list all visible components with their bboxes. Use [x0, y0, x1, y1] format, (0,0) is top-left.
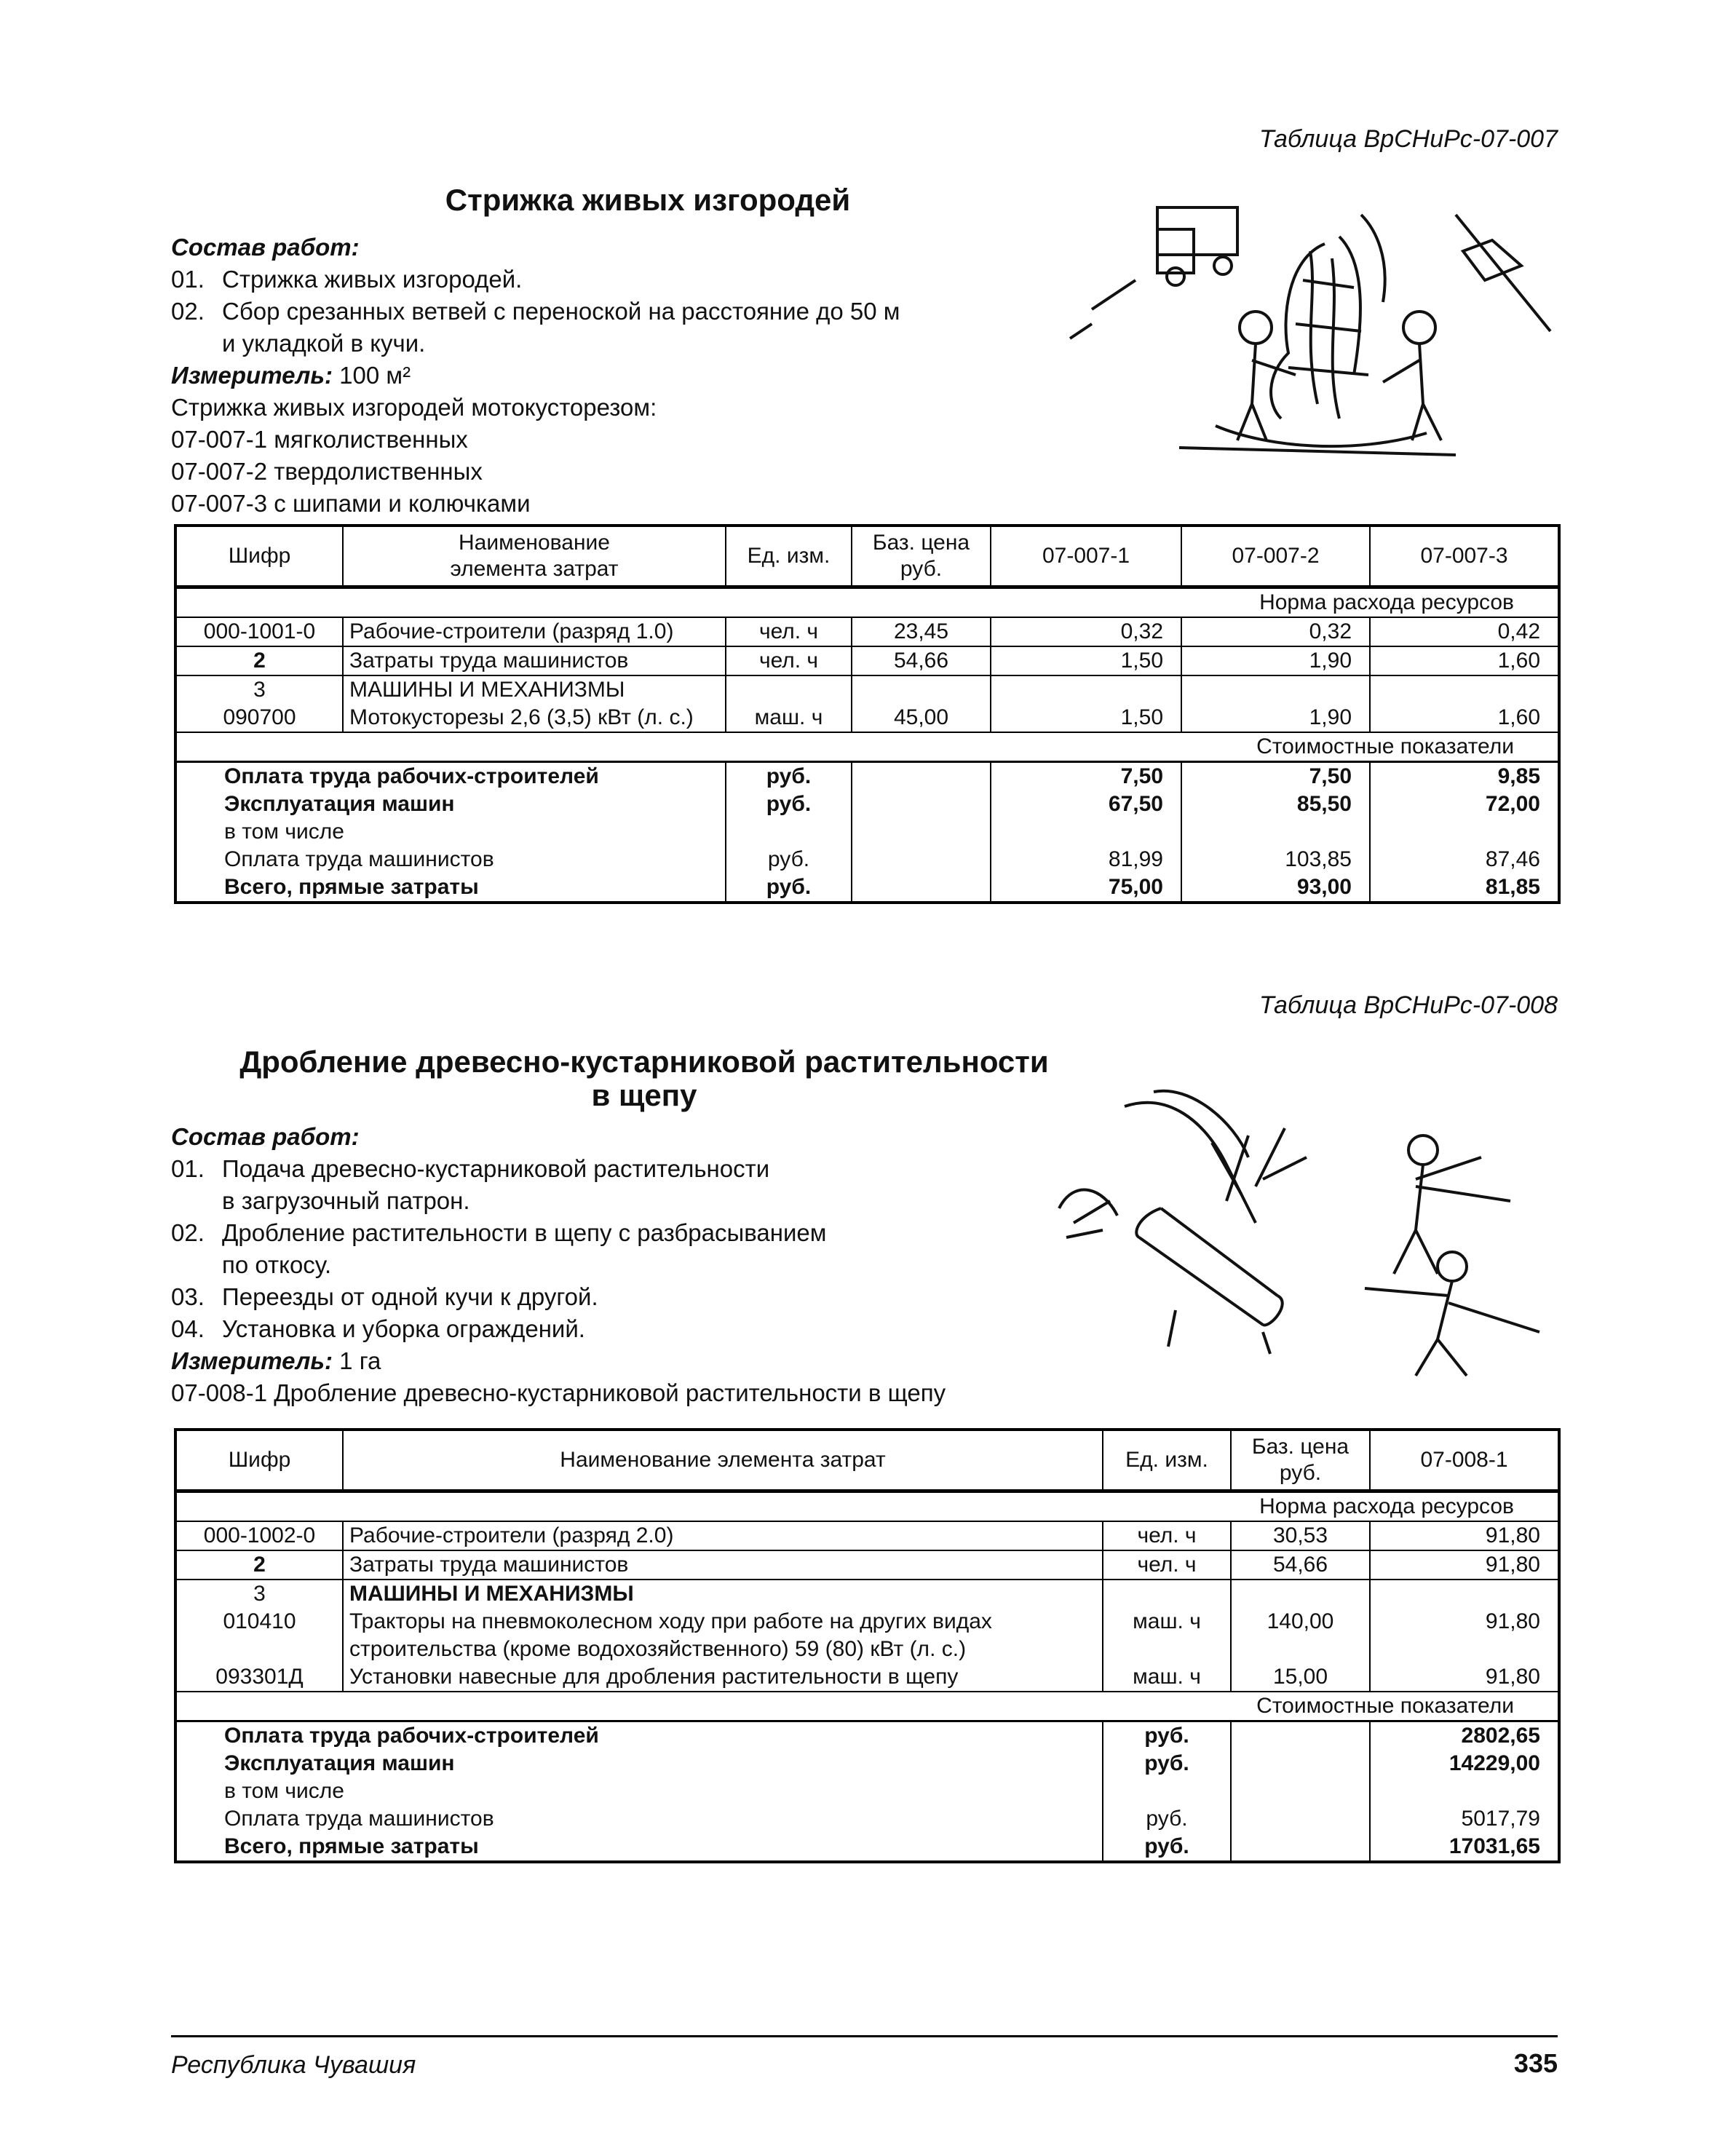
- work-heading: Состав работ:: [171, 234, 360, 261]
- cost-row: [175, 762, 1559, 791]
- price-cell: 23,45: [852, 617, 991, 646]
- table-row: [175, 617, 1559, 646]
- value-cell: 1,50: [991, 675, 1181, 732]
- hedge-icon: [1271, 237, 1368, 419]
- work-description-2: [171, 1121, 1117, 1409]
- unit-cell: [1103, 1777, 1231, 1805]
- code-number: 07-007-1: [171, 426, 268, 453]
- cost-row: [175, 1750, 1559, 1777]
- work-item: [171, 1217, 1117, 1281]
- unit-cell: руб.: [1103, 1833, 1231, 1862]
- code-item: [171, 424, 1045, 456]
- column-header: Шифр: [175, 1430, 343, 1491]
- work-item-number: 04.: [171, 1315, 205, 1342]
- name-cell: МАШИНЫ И МЕХАНИЗМЫ Тракторы на пневмоколесном ходу при работе на других видах строительства (кроме водохозяйственного) 59 (80) кВт (л. с.) Установки навесные для дробления растительности в щепу: [343, 1580, 1103, 1692]
- name-cell: Затраты труда машинистов: [343, 646, 726, 675]
- section-row-norms: [175, 587, 1559, 618]
- cost-row: [175, 1721, 1559, 1751]
- worker-icon: [1408, 1136, 1438, 1165]
- worker-icon: [1240, 312, 1272, 344]
- value-cell: 81,99: [991, 846, 1181, 873]
- unit-cell: руб.: [1103, 1805, 1231, 1833]
- cost-table-07-008: [174, 1428, 1561, 1863]
- cost-name-cell: Эксплуатация машин: [175, 1750, 1103, 1777]
- value-cell: 1,60: [1370, 646, 1559, 675]
- price-cell: 54,66: [852, 646, 991, 675]
- cipher-cell: 3 090700: [175, 675, 343, 732]
- cost-row: [175, 1833, 1559, 1862]
- value-cell: 1,50: [991, 646, 1181, 675]
- section-row-costs: [175, 1692, 1559, 1721]
- measure-label: Измеритель:: [171, 1347, 333, 1374]
- value-cell: 72,00: [1370, 790, 1559, 818]
- code-description: мягколиственных: [274, 426, 468, 453]
- column-header: Шифр: [175, 526, 343, 587]
- truck-icon: [1157, 207, 1237, 255]
- name-cell: Рабочие-строители (разряд 1.0): [343, 617, 726, 646]
- value-cell: [1370, 818, 1559, 846]
- section-label: Стоимостные показатели: [175, 1692, 1559, 1721]
- cost-name-cell: Эксплуатация машин: [175, 790, 726, 818]
- header-row: [175, 1430, 1559, 1491]
- worker-icon-2: [1438, 1252, 1467, 1281]
- price-cell: [1231, 1777, 1370, 1805]
- price-cell: [852, 762, 991, 791]
- value-cell: 1,60: [1370, 675, 1559, 732]
- value-cell: 91,80: [1370, 1521, 1559, 1550]
- value-cell: [1181, 818, 1370, 846]
- price-cell: [1231, 1721, 1370, 1751]
- section-label: Норма расхода ресурсов: [175, 1491, 1559, 1522]
- code-description: с шипами и колючками: [274, 490, 531, 517]
- measure-value: 100 м²: [339, 362, 411, 389]
- cipher-cell: 2: [175, 646, 343, 675]
- section-row-norms: [175, 1491, 1559, 1522]
- cost-row: [175, 790, 1559, 818]
- cipher-cell: 3 010410 093301Д: [175, 1580, 343, 1692]
- cost-name-cell: Оплата труда рабочих-строителей: [175, 1721, 1103, 1751]
- price-cell: [1231, 1833, 1370, 1862]
- unit-cell: чел. ч: [1103, 1521, 1231, 1550]
- cost-name-cell: в том числе: [175, 818, 726, 846]
- cost-row: [175, 818, 1559, 846]
- codes-intro: Стрижка живых изгородей мотокусторезом:: [171, 394, 657, 421]
- price-cell: [852, 790, 991, 818]
- work-item: [171, 1153, 1117, 1217]
- unit-cell: руб.: [1103, 1750, 1231, 1777]
- value-cell: [991, 818, 1181, 846]
- value-cell: 87,46: [1370, 846, 1559, 873]
- code-number: 07-007-3: [171, 490, 268, 517]
- section-label: Стоимостные показатели: [175, 732, 1559, 762]
- column-header: 07-007-3: [1370, 526, 1559, 587]
- wood-chipper-illustration: [1045, 1077, 1561, 1398]
- column-header: 07-008-1: [1370, 1430, 1559, 1491]
- value-cell: [1370, 1777, 1559, 1805]
- price-cell: [852, 846, 991, 873]
- work-item-number: 03.: [171, 1283, 205, 1310]
- unit-cell: руб.: [726, 846, 852, 873]
- value-cell: 9,85: [1370, 762, 1559, 791]
- table-row: [175, 1550, 1559, 1580]
- cost-name-cell: Оплата труда рабочих-строителей: [175, 762, 726, 791]
- unit-cell: руб.: [726, 762, 852, 791]
- footer-region: Республика Чувашия: [171, 2051, 416, 2079]
- column-header: Наименование элемента затрат: [343, 526, 726, 587]
- hedge-trimming-illustration: [1048, 186, 1565, 484]
- value-cell: 81,85: [1370, 873, 1559, 903]
- code-description: твердолиственных: [274, 458, 483, 485]
- price-cell: [852, 873, 991, 903]
- unit-cell: чел. ч: [1103, 1550, 1231, 1580]
- worker-icon-2: [1403, 312, 1435, 344]
- code-item: [171, 456, 1045, 488]
- work-item-number: 01.: [171, 266, 205, 293]
- unit-cell: чел. ч: [726, 617, 852, 646]
- unit-cell: маш. ч маш. ч: [1103, 1580, 1231, 1692]
- unit-cell: руб.: [726, 873, 852, 903]
- column-header: Ед. изм.: [1103, 1430, 1231, 1491]
- value-cell: 1,90: [1181, 646, 1370, 675]
- cost-name-cell: Всего, прямые затраты: [175, 1833, 1103, 1862]
- value-cell: 7,50: [1181, 762, 1370, 791]
- column-header: Ед. изм.: [726, 526, 852, 587]
- cost-table-07-007: [174, 524, 1561, 904]
- unit-cell: маш. ч: [726, 675, 852, 732]
- work-item-text: Стрижка живых изгородей.: [222, 266, 523, 293]
- table-row: [175, 1580, 1559, 1692]
- cost-name-cell: Всего, прямые затраты: [175, 873, 726, 903]
- value-cell: 91,80 91,80: [1370, 1580, 1559, 1692]
- table-label-07-007: Таблица ВрСНиРс-07-007: [1259, 125, 1558, 153]
- work-item-number: 01.: [171, 1155, 205, 1182]
- value-cell: 0,32: [991, 617, 1181, 646]
- code-item: [171, 1377, 1117, 1409]
- table-row: [175, 1521, 1559, 1550]
- cost-row: [175, 1777, 1559, 1805]
- price-cell: 140,00 15,00: [1231, 1580, 1370, 1692]
- column-header: Баз. цена руб.: [852, 526, 991, 587]
- unit-cell: чел. ч: [726, 646, 852, 675]
- car-icon: [1456, 215, 1550, 331]
- value-cell: 14229,00: [1370, 1750, 1559, 1777]
- value-cell: 75,00: [991, 873, 1181, 903]
- work-item-text: Переезды от одной кучи к другой.: [222, 1283, 598, 1310]
- table-label-07-008: Таблица ВрСНиРс-07-008: [1259, 991, 1558, 1019]
- value-cell: 0,42: [1370, 617, 1559, 646]
- cost-row: [175, 1805, 1559, 1833]
- footer-divider: [171, 2035, 1558, 2037]
- unit-cell: руб.: [1103, 1721, 1231, 1751]
- work-item: [171, 296, 1045, 360]
- value-cell: 5017,79: [1370, 1805, 1559, 1833]
- header-row: [175, 526, 1559, 587]
- work-item-text: Сбор срезанных ветвей с переноской на расстояние до 50 м и укладкой в кучи.: [222, 298, 900, 357]
- cipher-cell: 000-1002-0: [175, 1521, 343, 1550]
- price-cell: [1231, 1805, 1370, 1833]
- column-header: Баз. цена руб.: [1231, 1430, 1370, 1491]
- code-number: 07-007-2: [171, 458, 268, 485]
- value-cell: 67,50: [991, 790, 1181, 818]
- section-row-costs: [175, 732, 1559, 762]
- measure-value: 1 га: [339, 1347, 381, 1374]
- work-item-text: Установка и уборка ограждений.: [222, 1315, 585, 1342]
- work-item-text: Подача древесно-кустарниковой растительности в загрузочный патрон.: [222, 1155, 770, 1214]
- column-header: 07-007-1: [991, 526, 1181, 587]
- price-cell: 45,00: [852, 675, 991, 732]
- column-header: 07-007-2: [1181, 526, 1370, 587]
- work-item-text: Дробление растительности в щепу с разбрасыванием по откосу.: [222, 1219, 827, 1278]
- measure-label: Измеритель:: [171, 362, 333, 389]
- section-title-hedge-trimming: Стрижка живых изгородей: [445, 183, 851, 217]
- work-item-number: 02.: [171, 298, 205, 325]
- section-label: Норма расхода ресурсов: [175, 587, 1559, 618]
- work-item: [171, 263, 1045, 296]
- work-heading: Состав работ:: [171, 1123, 360, 1150]
- cost-row: [175, 846, 1559, 873]
- unit-cell: руб.: [726, 790, 852, 818]
- value-cell: 17031,65: [1370, 1833, 1559, 1862]
- name-cell: Рабочие-строители (разряд 2.0): [343, 1521, 1103, 1550]
- value-cell: 7,50: [991, 762, 1181, 791]
- work-item-number: 02.: [171, 1219, 205, 1246]
- cost-name-cell: в том числе: [175, 1777, 1103, 1805]
- name-cell: Затраты труда машинистов: [343, 1550, 1103, 1580]
- price-cell: [852, 818, 991, 846]
- value-cell: 103,85: [1181, 846, 1370, 873]
- value-cell: 0,32: [1181, 617, 1370, 646]
- work-item: [171, 1313, 1117, 1345]
- work-item: [171, 1281, 1117, 1313]
- price-cell: [1231, 1750, 1370, 1777]
- value-cell: 85,50: [1181, 790, 1370, 818]
- table-row: [175, 675, 1559, 732]
- value-cell: 93,00: [1181, 873, 1370, 903]
- page-number: 335: [1513, 2048, 1558, 2078]
- cipher-cell: 000-1001-0: [175, 617, 343, 646]
- cipher-cell: 2: [175, 1550, 343, 1580]
- chute-icon: [1125, 1091, 1256, 1223]
- code-number: 07-008-1: [171, 1379, 268, 1406]
- price-cell: 54,66: [1231, 1550, 1370, 1580]
- machines-heading: МАШИНЫ И МЕХАНИЗМЫ: [349, 1582, 634, 1606]
- value-cell: 91,80: [1370, 1550, 1559, 1580]
- cost-name-cell: Оплата труда машинистов: [175, 846, 726, 873]
- work-description-1: [171, 231, 1045, 520]
- name-cell: МАШИНЫ И МЕХАНИЗМЫ Мотокусторезы 2,6 (3,5) кВт (л. с.): [343, 675, 726, 732]
- value-cell: 2802,65: [1370, 1721, 1559, 1751]
- price-cell: 30,53: [1231, 1521, 1370, 1550]
- cost-name-cell: Оплата труда машинистов: [175, 1805, 1103, 1833]
- table-row: [175, 646, 1559, 675]
- unit-cell: [726, 818, 852, 846]
- chipper-drum-icon: [1136, 1208, 1282, 1325]
- cost-row: [175, 873, 1559, 903]
- code-description: Дробление древесно-кустарниковой растительности в щепу: [274, 1379, 946, 1406]
- column-header: Наименование элемента затрат: [343, 1430, 1103, 1491]
- code-item: [171, 488, 1045, 520]
- section-title-wood-chipping: Дробление древесно-кустарниковой растительности в щепу: [239, 1045, 1049, 1112]
- value-cell: 1,90: [1181, 675, 1370, 732]
